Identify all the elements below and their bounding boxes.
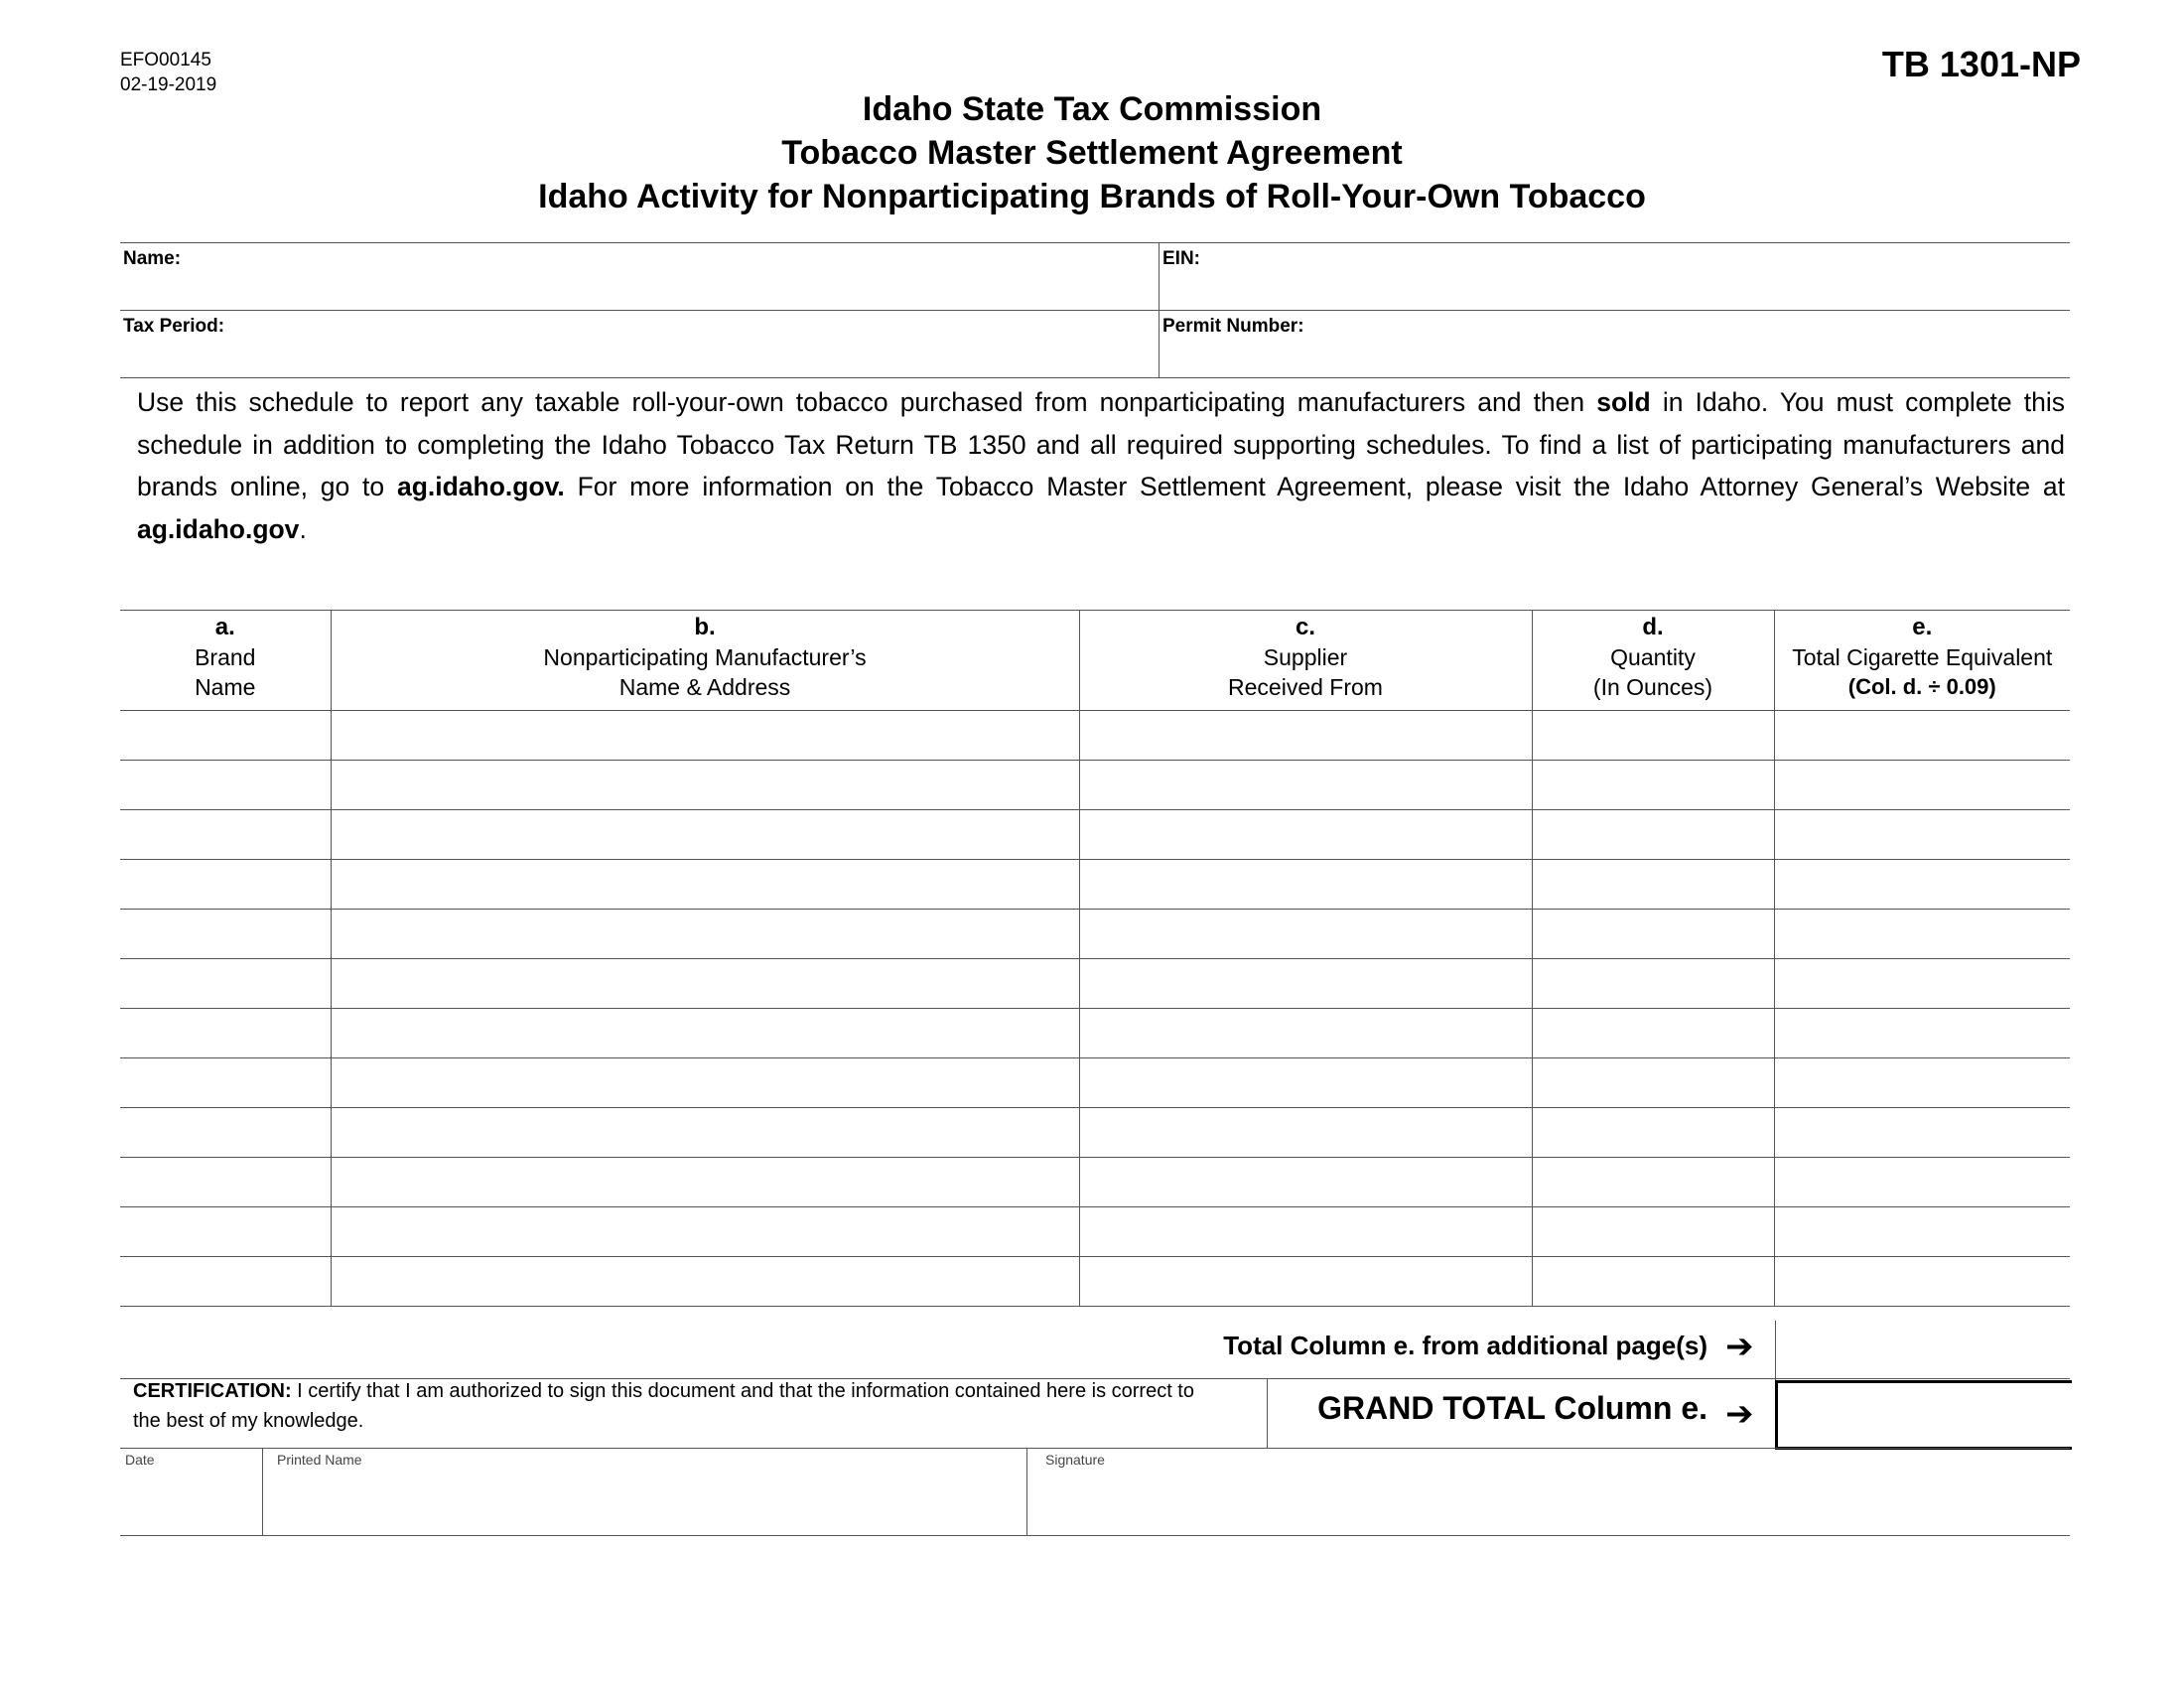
- table-cell: [120, 1108, 331, 1158]
- manufacturer-input[interactable]: [332, 860, 1079, 909]
- column-header-manufacturer: [331, 611, 1079, 711]
- table-cell: [331, 959, 1079, 1009]
- table-row: [120, 1058, 2070, 1108]
- quantity-input[interactable]: [1533, 761, 1774, 809]
- table-cell: [1532, 959, 1774, 1009]
- manufacturer-input[interactable]: [332, 1009, 1079, 1057]
- brand-name-input[interactable]: [120, 959, 331, 1008]
- quantity-input[interactable]: [1533, 1009, 1774, 1057]
- certification-text: I certify that I am authorized to sign this document and that the information contained here is correct to the best of my knowledge.: [133, 1380, 1194, 1432]
- column-header-brand-name: [120, 611, 331, 711]
- supplier-input[interactable]: [1080, 711, 1532, 760]
- manufacturer-input[interactable]: [332, 1108, 1079, 1157]
- divider: [120, 1448, 2070, 1449]
- table-cell: [1532, 1207, 1774, 1257]
- title-line-1: Idaho State Tax Commission: [862, 90, 1322, 128]
- supplier-input[interactable]: [1080, 1058, 1532, 1107]
- quantity-input[interactable]: [1533, 711, 1774, 760]
- manufacturer-input[interactable]: [332, 959, 1079, 1008]
- column-header-quantity: [1532, 611, 1774, 711]
- permit-number-field[interactable]: [1162, 342, 2060, 375]
- ein-label: EIN:: [1162, 248, 1200, 269]
- table-cell: [120, 1207, 331, 1257]
- table-row: [120, 910, 2070, 959]
- instructions-link: ag.idaho.gov.: [396, 472, 565, 501]
- table-cell: [120, 959, 331, 1009]
- table-cell: [1774, 810, 2070, 860]
- certification-heading: CERTIFICATION:: [133, 1380, 292, 1402]
- arrow-right-icon: ➔: [1725, 1328, 1754, 1365]
- table-cell: [1774, 711, 2070, 761]
- divider: [120, 377, 2070, 378]
- table-cell: [1079, 1009, 1532, 1058]
- column-title: Brand: [195, 644, 256, 670]
- manufacturer-input[interactable]: [332, 810, 1079, 859]
- supplier-input[interactable]: [1080, 910, 1532, 958]
- table-cell: [1532, 1158, 1774, 1207]
- cigarette-equivalent-input[interactable]: [1775, 1009, 2071, 1057]
- brand-name-input[interactable]: [120, 810, 331, 859]
- table-row: [120, 1257, 2070, 1307]
- table-cell: [1532, 810, 1774, 860]
- table-cell: [120, 1257, 331, 1307]
- column-title: Name: [195, 674, 256, 700]
- cigarette-equivalent-input[interactable]: [1775, 1108, 2071, 1157]
- page-title: [0, 87, 2184, 218]
- supplier-input[interactable]: [1080, 959, 1532, 1008]
- table-cell: [1532, 1009, 1774, 1058]
- instructions-text: For more information on the Tobacco Master Settlement Agreement, please visit the Idaho Attorney General’s Website at: [564, 472, 2065, 501]
- cigarette-equivalent-input[interactable]: [1775, 860, 2071, 909]
- table-row: [120, 1207, 2070, 1257]
- form-code: TB 1301-NP: [1881, 44, 2081, 84]
- table-cell: [1532, 761, 1774, 810]
- table-header-row: [120, 611, 2070, 711]
- manufacturer-input[interactable]: [332, 761, 1079, 809]
- table-cell: [1532, 860, 1774, 910]
- table-cell: [331, 1207, 1079, 1257]
- additional-total-label: Total Column e. from additional page(s): [1223, 1331, 1707, 1360]
- quantity-input[interactable]: [1533, 910, 1774, 958]
- table-cell: [1774, 1108, 2070, 1158]
- signature-label: Signature: [1045, 1452, 1105, 1468]
- column-header-supplier: [1079, 611, 1532, 711]
- form-number: EFO00145: [120, 50, 211, 70]
- arrow-right-icon: ➔: [1725, 1395, 1754, 1433]
- supplier-input[interactable]: [1080, 1009, 1532, 1057]
- column-letter: e.: [1912, 614, 1933, 640]
- table-cell: [1079, 810, 1532, 860]
- cigarette-equivalent-input[interactable]: [1775, 1257, 2071, 1306]
- quantity-input[interactable]: [1533, 959, 1774, 1008]
- quantity-input[interactable]: [1533, 1108, 1774, 1157]
- table-cell: [331, 1158, 1079, 1207]
- table-cell: [1532, 1108, 1774, 1158]
- quantity-input[interactable]: [1533, 860, 1774, 909]
- brand-name-input[interactable]: [120, 1257, 331, 1306]
- table-cell: [331, 810, 1079, 860]
- brand-name-input[interactable]: [120, 1009, 331, 1057]
- title-line-3: Idaho Activity for Nonparticipating Brands of Roll-Your-Own Tobacco: [538, 178, 1646, 215]
- date-label: Date: [125, 1452, 155, 1468]
- table-cell: [1774, 860, 2070, 910]
- column-title: Nonparticipating Manufacturer’s: [543, 644, 867, 670]
- quantity-input[interactable]: [1533, 1207, 1774, 1256]
- table-cell: [1079, 860, 1532, 910]
- divider: [120, 310, 2070, 311]
- quantity-input[interactable]: [1533, 1058, 1774, 1107]
- table-cell: [1079, 1058, 1532, 1108]
- table-row: [120, 1009, 2070, 1058]
- cigarette-equivalent-input[interactable]: [1775, 1158, 2071, 1206]
- instructions-paragraph: [137, 381, 2065, 550]
- name-label: Name:: [123, 248, 182, 269]
- table-cell: [331, 761, 1079, 810]
- table-cell: [1774, 1257, 2070, 1307]
- column-title: Quantity: [1610, 644, 1696, 670]
- table-cell: [1079, 711, 1532, 761]
- table-cell: [331, 860, 1079, 910]
- table-row: [120, 1108, 2070, 1158]
- divider: [1267, 1378, 1268, 1448]
- divider: [120, 242, 2070, 243]
- title-line-2: Tobacco Master Settlement Agreement: [781, 134, 1403, 172]
- divider: [120, 1535, 2070, 1536]
- table-cell: [1774, 959, 2070, 1009]
- table-cell: [120, 1158, 331, 1207]
- cigarette-equivalent-input[interactable]: [1775, 761, 2071, 809]
- column-letter: c.: [1295, 614, 1315, 640]
- instructions-text: Use this schedule to report any taxable roll-your-own tobacco purchased from nonparticipating manufacturers and then: [137, 387, 1597, 417]
- quantity-input[interactable]: [1533, 1257, 1774, 1306]
- table-cell: [331, 1108, 1079, 1158]
- printed-name-field[interactable]: [277, 1476, 1021, 1527]
- table-cell: [331, 1009, 1079, 1058]
- table-cell: [120, 860, 331, 910]
- column-header-cigarette-equivalent: [1774, 611, 2070, 711]
- table-cell: [331, 910, 1079, 959]
- table-cell: [1774, 1207, 2070, 1257]
- manufacturer-input[interactable]: [332, 1257, 1079, 1306]
- instructions-link: ag.idaho.gov: [137, 513, 300, 544]
- cigarette-equivalent-input[interactable]: [1775, 959, 2071, 1008]
- table-row: [120, 860, 2070, 910]
- table-cell: [120, 1058, 331, 1108]
- brand-name-input[interactable]: [120, 910, 331, 958]
- divider: [1159, 242, 1160, 377]
- printed-name-label: Printed Name: [277, 1452, 362, 1468]
- column-title: Supplier: [1263, 644, 1348, 670]
- table-cell: [331, 1058, 1079, 1108]
- brand-name-input[interactable]: [120, 1058, 331, 1107]
- table-row: [120, 1158, 2070, 1207]
- brand-name-input[interactable]: [120, 1158, 331, 1206]
- table-cell: [120, 810, 331, 860]
- column-formula: (Col. d. ÷ 0.09): [1847, 674, 1996, 699]
- tax-period-label: Tax Period:: [123, 316, 225, 337]
- manufacturer-input[interactable]: [332, 1207, 1079, 1256]
- column-letter: b.: [694, 614, 716, 640]
- brand-name-input[interactable]: [120, 860, 331, 909]
- table-cell: [1774, 1009, 2070, 1058]
- table-row: [120, 959, 2070, 1009]
- column-title: (In Ounces): [1592, 674, 1713, 700]
- table-row: [120, 761, 2070, 810]
- brand-name-input[interactable]: [120, 1108, 331, 1157]
- table-cell: [331, 711, 1079, 761]
- table-cell: [120, 761, 331, 810]
- table-cell: [1079, 1158, 1532, 1207]
- table-cell: [120, 711, 331, 761]
- quantity-input[interactable]: [1533, 1158, 1774, 1206]
- table-cell: [1079, 910, 1532, 959]
- grand-total-field[interactable]: [1783, 1388, 2065, 1440]
- table-cell: [1079, 1108, 1532, 1158]
- manufacturer-input[interactable]: [332, 1158, 1079, 1206]
- supplier-input[interactable]: [1080, 810, 1532, 859]
- table-cell: [1532, 711, 1774, 761]
- table-cell: [1079, 1207, 1532, 1257]
- table-cell: [1532, 1257, 1774, 1307]
- grand-total-label: GRAND TOTAL Column e.: [1317, 1390, 1707, 1426]
- column-title: Received From: [1228, 674, 1383, 700]
- tax-period-field[interactable]: [123, 342, 1150, 375]
- table-cell: [1079, 761, 1532, 810]
- divider: [262, 1448, 263, 1535]
- date-field[interactable]: [125, 1476, 260, 1527]
- supplier-input[interactable]: [1080, 1108, 1532, 1157]
- column-title: Name & Address: [618, 674, 791, 700]
- supplier-input[interactable]: [1080, 1257, 1532, 1306]
- table-row: [120, 810, 2070, 860]
- table-cell: [1079, 959, 1532, 1009]
- permit-number-label: Permit Number:: [1162, 316, 1304, 337]
- brand-name-input[interactable]: [120, 711, 331, 760]
- column-title: Total Cigarette Equivalent: [1792, 644, 2053, 670]
- table-cell: [1774, 761, 2070, 810]
- column-letter: d.: [1642, 614, 1664, 640]
- manufacturer-input[interactable]: [332, 910, 1079, 958]
- cigarette-equivalent-input[interactable]: [1775, 910, 2071, 958]
- supplier-input[interactable]: [1080, 1158, 1532, 1206]
- brand-name-input[interactable]: [120, 761, 331, 809]
- table-cell: [120, 1009, 331, 1058]
- instructions-text: in Idaho. You must complete this schedule in addition to completing the Idaho Tobacco Tax Return TB 1350 and all required supporting schedules. To find a list of participating manufacturers and brands online, go to: [137, 387, 2065, 501]
- ein-field[interactable]: [1162, 274, 2060, 308]
- name-field[interactable]: [123, 274, 1150, 308]
- table-cell: [1532, 910, 1774, 959]
- table-cell: [120, 910, 331, 959]
- supplier-input[interactable]: [1080, 1207, 1532, 1256]
- supplier-input[interactable]: [1080, 761, 1532, 809]
- form-date: 02-19-2019: [120, 74, 217, 95]
- cigarette-equivalent-input[interactable]: [1775, 1207, 2071, 1256]
- table-cell: [1774, 1058, 2070, 1108]
- cigarette-equivalent-input[interactable]: [1775, 1058, 2071, 1107]
- certification-statement: [133, 1376, 1225, 1436]
- schedule-body: [120, 711, 2070, 1307]
- table-cell: [1774, 910, 2070, 959]
- instructions-text: .: [299, 513, 307, 544]
- manufacturer-input[interactable]: [332, 1058, 1079, 1107]
- signature-field[interactable]: [1045, 1476, 2062, 1527]
- table-cell: [331, 1257, 1079, 1307]
- column-letter: a.: [214, 614, 235, 640]
- schedule-table: [120, 610, 2070, 1307]
- table-row: [120, 711, 2070, 761]
- table-cell: [1774, 1158, 2070, 1207]
- divider: [1026, 1448, 1027, 1535]
- cigarette-equivalent-input[interactable]: [1775, 810, 2071, 859]
- manufacturer-input[interactable]: [332, 711, 1079, 760]
- brand-name-input[interactable]: [120, 1207, 331, 1256]
- supplier-input[interactable]: [1080, 860, 1532, 909]
- quantity-input[interactable]: [1533, 810, 1774, 859]
- instructions-emphasis: sold: [1596, 387, 1651, 417]
- table-cell: [1079, 1257, 1532, 1307]
- cigarette-equivalent-input[interactable]: [1775, 711, 2071, 760]
- additional-total-field[interactable]: [1783, 1327, 2065, 1372]
- table-cell: [1532, 1058, 1774, 1108]
